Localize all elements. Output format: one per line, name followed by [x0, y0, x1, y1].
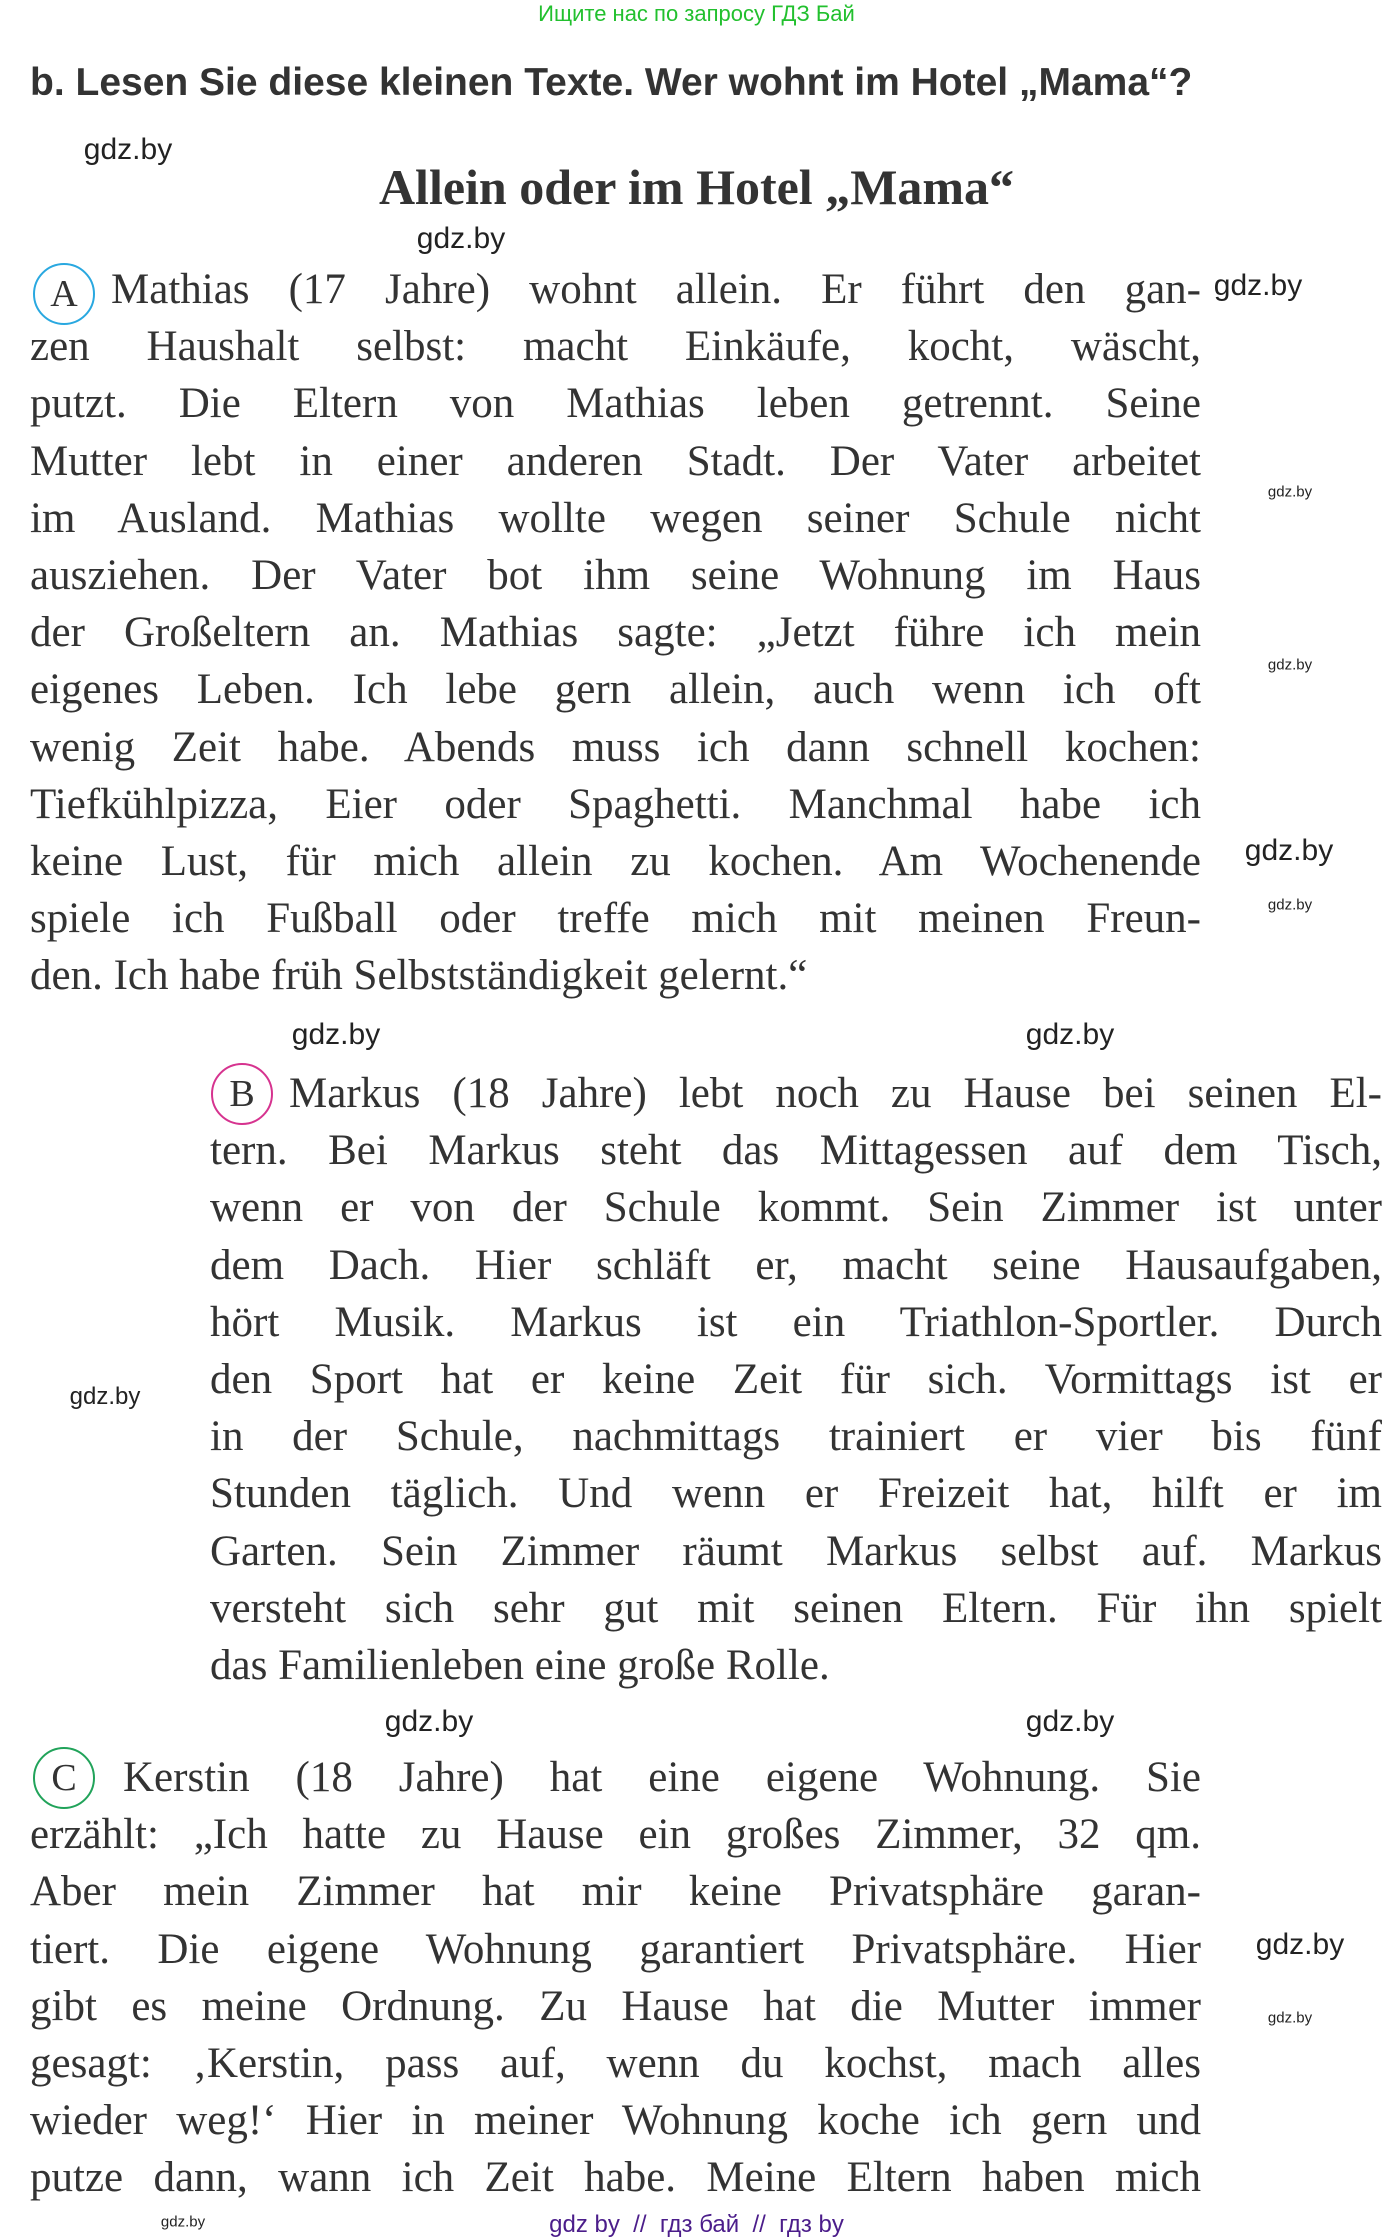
- text-line: spiele ich Fußball oder treffe mich mit meinen Freun-: [30, 895, 1201, 943]
- text-line: der Großeltern an. Mathias sagte: „Jetzt führe ich mein: [30, 609, 1201, 657]
- text-line: dem Dach. Hier schläft er, macht seine Hausaufgaben,: [210, 1241, 1382, 1289]
- watermark: gdz.by: [1025, 1018, 1115, 1051]
- watermark: gdz.by: [1244, 834, 1334, 867]
- footer-links[interactable]: gdz by // гдз бай // гдз by: [549, 2211, 844, 2238]
- label-badge-c: C: [33, 1747, 95, 1809]
- watermark: gdz.by: [69, 1383, 141, 1410]
- watermark: gdz.by: [1213, 269, 1303, 302]
- text-line: Markus (18 Jahre) lebt noch zu Hause bei seinen El-: [289, 1070, 1382, 1117]
- text-line: gibt es meine Ordnung. Zu Hause hat die Mutter immer: [30, 1982, 1201, 2030]
- text-line: putzt. Die Eltern von Mathias leben getrennt. Seine: [30, 380, 1201, 428]
- label-badge-a: A: [33, 263, 95, 325]
- text-line: das Familienleben eine große Rolle.: [210, 1642, 830, 1689]
- text-line: Mutter lebt in einer anderen Stadt. Der Vater arbeitet: [30, 437, 1201, 485]
- text-line: wieder weg!‘ Hier in meiner Wohnung koche ich gern und: [30, 2097, 1201, 2145]
- text-line: eigenes Leben. Ich lebe gern allein, auch wenn ich oft: [30, 666, 1201, 714]
- text-line: tern. Bei Markus steht das Mittagessen auf dem Tisch,: [210, 1127, 1382, 1175]
- text-line: Tiefkühlpizza, Eier oder Spaghetti. Manchmal habe ich: [30, 780, 1201, 828]
- watermark: gdz.by: [384, 1705, 474, 1738]
- text-line: den. Ich habe früh Selbstständigkeit gelernt.“: [30, 952, 808, 1000]
- text-line: putze dann, wann ich Zeit habe. Meine Eltern haben mich: [30, 2154, 1201, 2202]
- watermark: gdz.by: [83, 133, 173, 166]
- text-line: hört Musik. Markus ist ein Triathlon-Sportler. Durch: [210, 1298, 1382, 1346]
- text-line: keine Lust, für mich allein zu kochen. Am Wochenende: [30, 838, 1201, 885]
- task-heading: b. Lesen Sie diese kleinen Texte. Wer wohnt im Hotel „Mama“?: [30, 61, 1193, 104]
- text-line: zen Haushalt selbst: macht Einkäufe, kocht, wäscht,: [30, 323, 1201, 371]
- text-line: wenn er von der Schule kommt. Sein Zimmer ist unter: [210, 1184, 1382, 1232]
- text-line: Garten. Sein Zimmer räumt Markus selbst auf. Markus: [210, 1527, 1382, 1575]
- text-line: in der Schule, nachmittags trainiert er vier bis fünf: [210, 1413, 1382, 1461]
- text-line: Stunden täglich. Und wenn er Freizeit hat, hilft er im: [210, 1470, 1382, 1518]
- watermark: gdz.by: [160, 2213, 206, 2231]
- text-line: gesagt: ‚Kerstin, pass auf, wenn du kochst, mach alles: [30, 2040, 1201, 2087]
- text-line: Mathias (17 Jahre) wohnt allein. Er führt den gan-: [111, 266, 1201, 313]
- text-line: den Sport hat er keine Zeit für sich. Vormittags ist er: [210, 1356, 1382, 1403]
- text-line: im Ausland. Mathias wollte wegen seiner Schule nicht: [30, 494, 1201, 542]
- promo-banner[interactable]: Ищите нас по запросу ГДЗ Бай: [538, 1, 855, 26]
- watermark: gdz.by: [1267, 656, 1313, 674]
- watermark: gdz.by: [1267, 2009, 1313, 2027]
- watermark: gdz.by: [1267, 483, 1313, 501]
- text-line: Aber mein Zimmer hat mir keine Privatsphäre garan-: [30, 1868, 1201, 1916]
- text-line: versteht sich sehr gut mit seinen Eltern. Für ihn spielt: [210, 1584, 1382, 1632]
- text-line: erzählt: „Ich hatte zu Hause ein großes Zimmer, 32 qm.: [30, 1811, 1201, 1859]
- label-badge-b: B: [211, 1063, 273, 1125]
- watermark: gdz.by: [1267, 896, 1313, 914]
- watermark: gdz.by: [1025, 1705, 1115, 1738]
- text-line: wenig Zeit habe. Abends muss ich dann schnell kochen:: [30, 723, 1201, 771]
- watermark: gdz.by: [416, 222, 506, 255]
- text-line: Kerstin (18 Jahre) hat eine eigene Wohnung. Sie: [123, 1754, 1201, 1801]
- watermark: gdz.by: [1255, 1928, 1345, 1961]
- text-title: Allein oder im Hotel „Mama“: [378, 159, 1015, 215]
- text-line: tiert. Die eigene Wohnung garantiert Privatsphäre. Hier: [30, 1925, 1201, 1973]
- text-line: ausziehen. Der Vater bot ihm seine Wohnung im Haus: [30, 552, 1201, 599]
- watermark: gdz.by: [291, 1018, 381, 1051]
